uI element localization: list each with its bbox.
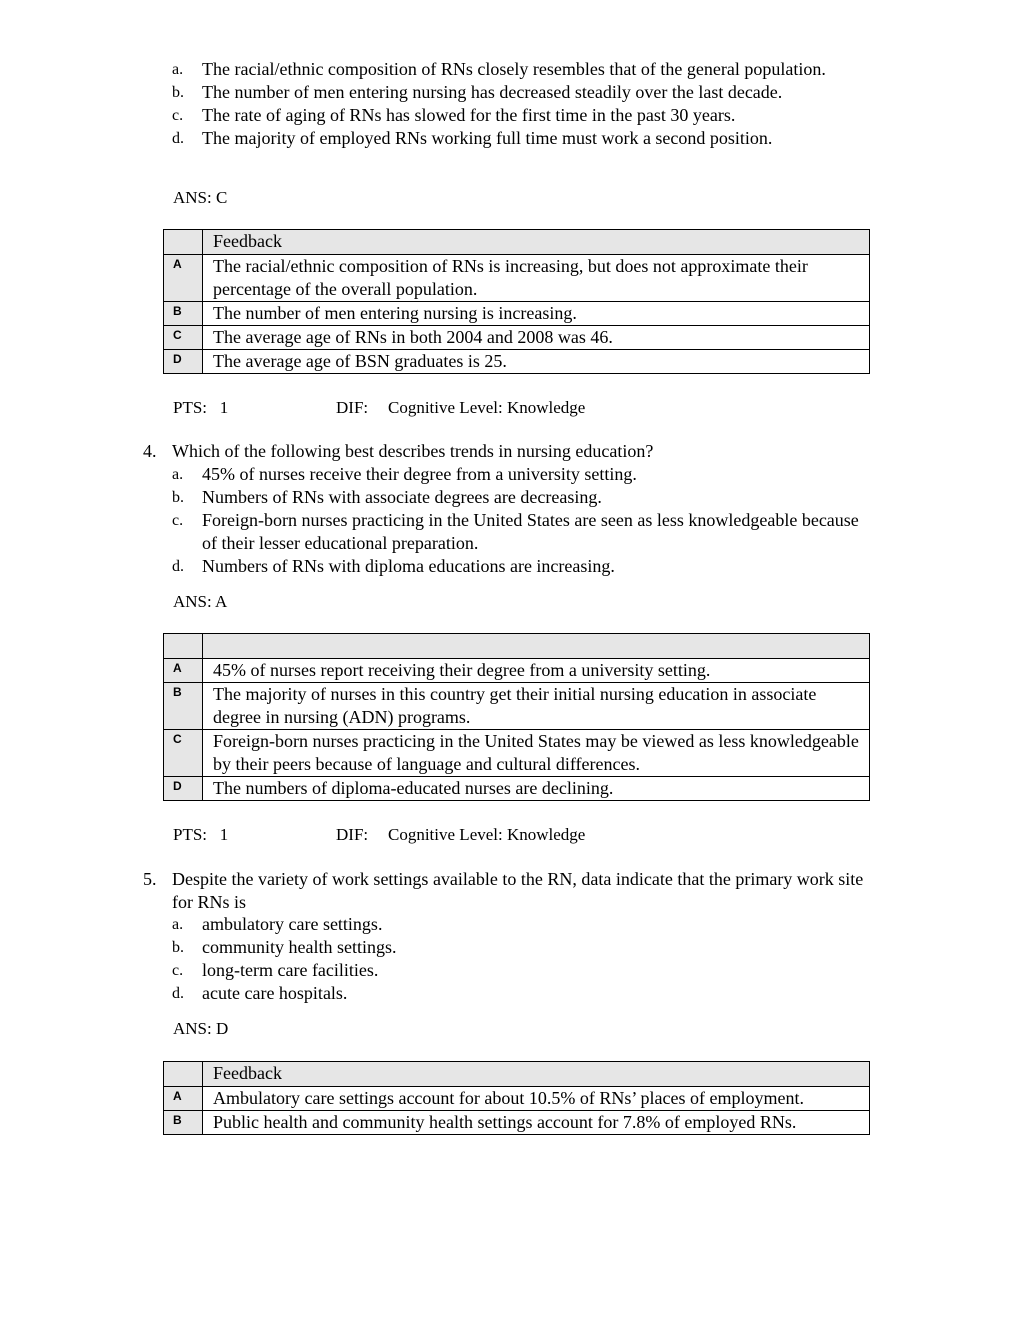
pts-value: 1 <box>219 398 229 417</box>
q3-options <box>172 58 862 150</box>
feedback-table <box>163 229 870 374</box>
feedback-text: The numbers of diploma-educated nurses are declining. <box>203 777 870 801</box>
key-cell <box>164 634 203 659</box>
option-d <box>172 982 862 1005</box>
feedback-header: Feedback <box>203 230 870 255</box>
option-text: community health settings. <box>202 937 397 957</box>
option-a <box>172 913 862 936</box>
option-b <box>172 81 862 104</box>
feedback-key: A <box>164 659 203 683</box>
feedback-text: The racial/ethnic composition of RNs is increasing, but does not approximate their percentage of the overall population. <box>203 255 870 302</box>
feedback-header-row <box>164 230 870 255</box>
feedback-text: Foreign-born nurses practicing in the United States may be viewed as less knowledgeable by their peers because of language and cultural differences. <box>203 730 870 777</box>
feedback-row <box>164 659 870 683</box>
option-text: The racial/ethnic composition of RNs closely resembles that of the general population. <box>202 59 826 79</box>
feedback-key: B <box>164 683 203 730</box>
option-letter: c. <box>172 512 184 529</box>
option-c <box>172 959 862 982</box>
option-d <box>172 127 862 150</box>
cognitive-level: Cognitive Level: Knowledge <box>388 825 586 844</box>
option-letter: b. <box>172 939 184 956</box>
option-letter: c. <box>172 107 184 124</box>
option-text: long-term care facilities. <box>202 960 379 980</box>
option-letter: b. <box>172 489 184 506</box>
feedback-header <box>203 634 870 659</box>
feedback-row <box>164 350 870 374</box>
feedback-table <box>163 633 870 801</box>
key-cell <box>164 230 203 255</box>
feedback-text: 45% of nurses report receiving their degree from a university setting. <box>203 659 870 683</box>
feedback-key: A <box>164 255 203 302</box>
option-text: The number of men entering nursing has decreased steadily over the last decade. <box>202 82 783 102</box>
option-a <box>172 463 862 486</box>
dif-label: DIF: <box>336 398 369 417</box>
feedback-row <box>164 777 870 801</box>
feedback-key: B <box>164 1111 203 1135</box>
option-text: The rate of aging of RNs has slowed for the first time in the past 30 years. <box>202 105 736 125</box>
feedback-key: D <box>164 350 203 374</box>
answer-key: ANS: C <box>173 188 228 207</box>
option-letter: b. <box>172 84 184 101</box>
feedback-text: Ambulatory care settings account for about 10.5% of RNs’ places of employment. <box>203 1087 870 1111</box>
feedback-key: A <box>164 1087 203 1111</box>
feedback-header: Feedback <box>203 1062 870 1087</box>
feedback-row <box>164 1111 870 1135</box>
feedback-row <box>164 683 870 730</box>
feedback-text: The majority of nurses in this country get their initial nursing education in associate degree in nursing (ADN) programs. <box>203 683 870 730</box>
feedback-key: C <box>164 326 203 350</box>
feedback-text: The average age of RNs in both 2004 and 2008 was 46. <box>203 326 870 350</box>
option-text: Numbers of RNs with associate degrees are decreasing. <box>202 487 602 507</box>
q5-options <box>172 913 862 1005</box>
option-letter: a. <box>172 916 184 933</box>
feedback-row <box>164 255 870 302</box>
option-text: ambulatory care settings. <box>202 914 383 934</box>
option-b <box>172 486 862 509</box>
option-letter: c. <box>172 962 184 979</box>
option-text: The majority of employed RNs working full time must work a second position. <box>202 128 773 148</box>
option-letter: a. <box>172 61 184 78</box>
feedback-header-row <box>164 634 870 659</box>
dif-label: DIF: <box>336 825 369 844</box>
feedback-key: C <box>164 730 203 777</box>
feedback-row <box>164 302 870 326</box>
question-5 <box>143 868 868 914</box>
feedback-header-row <box>164 1062 870 1087</box>
pts-label: PTS: <box>173 398 208 417</box>
pts-label: PTS: <box>173 825 208 844</box>
option-text: Numbers of RNs with diploma educations are increasing. <box>202 556 615 576</box>
option-text: Foreign-born nurses practicing in the United States are seen as less knowledgeable because of their lesser educational preparation. <box>202 510 859 553</box>
feedback-table <box>163 1061 870 1135</box>
option-letter: a. <box>172 466 184 483</box>
question-text: Which of the following best describes trends in nursing education? <box>172 441 654 461</box>
option-text: 45% of nurses receive their degree from a university setting. <box>202 464 637 484</box>
feedback-row <box>164 326 870 350</box>
option-letter: d. <box>172 985 184 1002</box>
feedback-text: The average age of BSN graduates is 25. <box>203 350 870 374</box>
q4-options <box>172 463 862 578</box>
question-4 <box>143 440 868 463</box>
option-text: acute care hospitals. <box>202 983 348 1003</box>
feedback-row <box>164 730 870 777</box>
key-cell <box>164 1062 203 1087</box>
feedback-row <box>164 1087 870 1111</box>
question-number: 5. <box>143 869 157 889</box>
feedback-text: The number of men entering nursing is increasing. <box>203 302 870 326</box>
option-d <box>172 555 862 578</box>
cognitive-level: Cognitive Level: Knowledge <box>388 398 586 417</box>
question-number: 4. <box>143 441 157 461</box>
pts-value: 1 <box>219 825 229 844</box>
feedback-key: B <box>164 302 203 326</box>
option-c <box>172 509 862 555</box>
option-c <box>172 104 862 127</box>
option-letter: d. <box>172 558 184 575</box>
answer-key: ANS: D <box>173 1019 229 1038</box>
option-b <box>172 936 862 959</box>
feedback-text: Public health and community health settings account for 7.8% of employed RNs. <box>203 1111 870 1135</box>
option-a <box>172 58 862 81</box>
question-text: Despite the variety of work settings available to the RN, data indicate that the primary work site for RNs is <box>172 869 864 912</box>
option-letter: d. <box>172 130 184 147</box>
answer-key: ANS: A <box>173 592 228 611</box>
feedback-key: D <box>164 777 203 801</box>
